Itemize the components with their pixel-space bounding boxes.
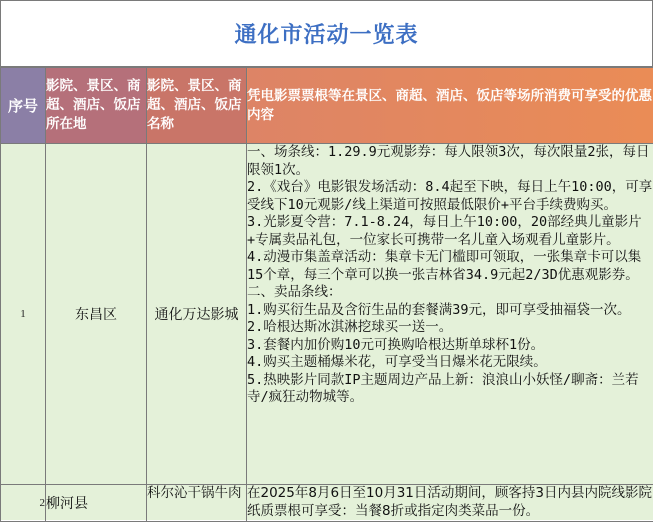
table-row	[1, 144, 653, 485]
row-district[interactable]: 柳河县	[46, 485, 147, 522]
content-line: 5.热映影片同款IP主题周边产品上新：浪浪山小妖怪/聊斋：兰若寺/疯狂动物城等。	[247, 372, 653, 407]
row-content[interactable]	[247, 485, 653, 522]
content-line: 4.购买主题桶爆米花，可享受当日爆米花无限续。	[247, 354, 653, 372]
content-line: 2.《戏台》电影银发场活动：8.4起至下映，每日上午10:00，可享受线下10元观影/线上渠道可按照最低限价+平台手续费购买。	[247, 179, 653, 214]
header-venue[interactable]: 影院、景区、商超、酒店、饭店名称	[147, 68, 247, 144]
title-cell[interactable]	[0, 0, 653, 67]
content-line: 二、卖品条线：	[247, 284, 653, 302]
row-venue[interactable]: 通化万达影城	[147, 144, 247, 485]
row-content[interactable]	[247, 144, 653, 485]
row-district[interactable]: 东昌区	[46, 144, 147, 485]
row-seq[interactable]: 1	[1, 144, 46, 485]
header-district[interactable]: 影院、景区、商超、酒店、饭店所在地	[46, 68, 147, 144]
content-line: 3.套餐内加价购10元可换购哈根达斯单球杯1份。	[247, 337, 653, 355]
content-line: 一、场条线：1.29.9元观影券：每人限领3次，每次限量2张，每日限领1次。	[247, 144, 653, 179]
row-venue[interactable]: 科尔沁干锅牛肉	[147, 485, 247, 522]
events-table	[0, 67, 653, 522]
header-content[interactable]: 凭电影票票根等在景区、商超、酒店、饭店等场所消费可享受的优惠内容	[247, 68, 653, 144]
content-line: 1.购买衍生品及含衍生品的套餐满39元，即可享受抽福袋一次。	[247, 302, 653, 320]
content-line: 2.哈根达斯冰淇淋挖球买一送一。	[247, 319, 653, 337]
content-line: 3.光影夏令营：7.1-8.24，每日上午10:00，20部经典儿童影片+专属卖品礼包，一位家长可携带一名儿童入场观看儿童影片。	[247, 214, 653, 249]
header-row	[1, 68, 653, 144]
content-line: 在2025年8月6日至10月31日活动期间，顾客持3日内县内院线影院纸质票根可享受：当餐8折或指定肉类菜品一份。	[247, 485, 653, 520]
row-seq[interactable]: 2	[1, 485, 46, 522]
header-seq[interactable]: 序号	[1, 68, 46, 144]
table-row	[1, 485, 653, 522]
content-line: 4.动漫市集盖章活动：集章卡无门槛即可领取，一张集章卡可以集15个章，每三个章可以换一张吉林省34.9元起2/3D优惠观影券。	[247, 249, 653, 284]
page-title: 通化市活动一览表	[234, 18, 418, 49]
